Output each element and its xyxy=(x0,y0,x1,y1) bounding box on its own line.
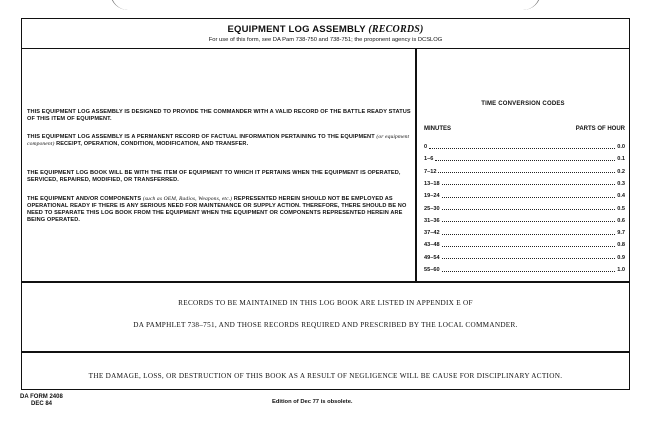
parts-of-hour-value: 0.1 xyxy=(617,156,625,163)
parts-of-hour-value: 0.4 xyxy=(617,193,625,200)
parts-of-hour-header: PARTS OF HOUR xyxy=(575,126,625,132)
edition-note: Edition of Dec 77 is obsolete. xyxy=(272,399,353,405)
minutes-value: 25–30 xyxy=(424,205,440,212)
damage-notice: THE DAMAGE, LOSS, OR DESTRUCTION OF THIS BOOK AS A RESULT OF NEGLIGENCE WILL BE CAUSE FOR DISCIPLINARY ACTION. xyxy=(88,372,563,380)
form-number: DA FORM 2408 xyxy=(20,394,63,400)
time-conversion-row xyxy=(424,179,625,187)
time-conversion-row xyxy=(424,142,625,150)
binding-mark-right xyxy=(490,0,541,10)
form-date: DEC 84 xyxy=(31,401,53,407)
records-line-2: DA PAMPHLET 738–751, AND THOSE RECORDS REQUIRED AND PRESCRIBED BY THE LOCAL COMMANDER. xyxy=(133,321,518,329)
parts-of-hour-value: 9.7 xyxy=(617,230,625,237)
paragraph-log-book-location: THE EQUIPMENT LOG BOOK WILL BE WITH THE ITEM OF EQUIPMENT TO WHICH IT PERTAINS WHEN THE EQUIPMENT IS OPERATED, SERVICED, REPAIRED, MODIFIED, OR TRANSFERRED. xyxy=(27,170,401,183)
parts-of-hour-value: 0.0 xyxy=(617,144,625,150)
dot-leader xyxy=(442,271,616,272)
time-conversion-row xyxy=(424,204,625,212)
time-conversion-row xyxy=(424,265,625,273)
info-section xyxy=(22,48,415,282)
parts-of-hour-value: 0.5 xyxy=(617,205,625,212)
dot-leader xyxy=(442,209,616,210)
time-conversion-row xyxy=(424,154,625,162)
form-title: EQUIPMENT LOG ASSEMBLY (RECORDS) xyxy=(227,24,424,35)
time-conversion-row xyxy=(424,228,625,236)
form-subtitle: For use of this form, see DA Pam 738-750 and 738-751; the proponent agency is DCSLOG xyxy=(208,37,443,43)
time-conversion-header xyxy=(424,126,625,132)
parts-of-hour-value: 0.9 xyxy=(617,254,625,261)
form-header xyxy=(22,19,629,49)
form-border xyxy=(21,18,630,390)
time-conversion-row xyxy=(424,167,625,175)
dot-leader xyxy=(438,172,615,173)
paragraph-purpose: THIS EQUIPMENT LOG ASSEMBLY IS DESIGNED TO PROVIDE THE COMMANDER WITH A VALID RECORD OF THE BATTLE READY STATUS OF THIS ITEM OF EQUIPMENT. xyxy=(27,109,411,122)
dot-leader xyxy=(442,197,616,198)
minutes-value: 31–36 xyxy=(424,217,440,224)
time-conversion-row xyxy=(424,240,625,248)
minutes-value: 49–54 xyxy=(424,254,440,261)
dot-leader xyxy=(442,184,616,185)
parts-of-hour-value: 1.0 xyxy=(617,267,625,273)
form-identifier xyxy=(20,394,63,408)
section-divider-1 xyxy=(22,281,629,283)
dot-leader xyxy=(435,160,615,161)
parts-of-hour-value: 0.6 xyxy=(617,217,625,224)
dot-leader xyxy=(442,246,616,247)
minutes-value: 13–18 xyxy=(424,180,440,187)
section-divider-2 xyxy=(22,351,629,353)
minutes-value: 19–24 xyxy=(424,193,440,200)
parts-of-hour-value: 0.3 xyxy=(617,180,625,187)
paragraph-permanent-record: THIS EQUIPMENT LOG ASSEMBLY IS A PERMANENT RECORD OF FACTUAL INFORMATION PERTAINING TO THE EQUIPMENT (or equipment component) RECEIPT, OPERATION, CONDITION, MODIFICATION, AND TRANSFER. xyxy=(27,134,410,147)
minutes-value: 43–48 xyxy=(424,242,440,249)
binding-mark-left xyxy=(110,0,171,10)
minutes-value: 37–42 xyxy=(424,230,440,237)
minutes-header: MINUTES xyxy=(424,126,451,132)
dot-leader xyxy=(429,148,615,149)
dot-leader xyxy=(442,234,616,235)
dot-leader xyxy=(442,258,616,259)
paragraph-operational-ready: THE EQUIPMENT AND/OR COMPONENTS (such as OEM, Radios, Weapons, etc.) REPRESENTED HEREIN SHOULD NOT BE EMPLOYED AS OPERATIONAL READY IF THERE IS ANY SERIOUS NEED FOR MAINTENANCE OR SUPPLY ACTION. THEREFORE, THERE SHOULD BE NO NEED TO SEPARATE THIS LOG BOOK FROM THE EQUIPMENT WHEN THE EQUIPMENT OR COMPONENTS REPRESENTED HEREIN ARE BEING OPERATED. xyxy=(27,196,407,223)
parts-of-hour-value: 0.8 xyxy=(617,242,625,249)
dot-leader xyxy=(442,221,616,222)
time-conversion-section xyxy=(417,48,629,282)
records-line-1: RECORDS TO BE MAINTAINED IN THIS LOG BOOK ARE LISTED IN APPENDIX E OF xyxy=(178,299,473,307)
time-conversion-row xyxy=(424,216,625,224)
time-conversion-title: TIME CONVERSION CODES xyxy=(481,101,565,107)
time-conversion-row xyxy=(424,191,625,199)
minutes-value: 7–12 xyxy=(424,168,437,175)
parts-of-hour-value: 0.2 xyxy=(617,168,625,175)
minutes-value: 0 xyxy=(424,144,428,150)
time-conversion-row xyxy=(424,253,625,261)
minutes-value: 55–60 xyxy=(424,267,440,273)
minutes-value: 1–6 xyxy=(424,156,434,163)
